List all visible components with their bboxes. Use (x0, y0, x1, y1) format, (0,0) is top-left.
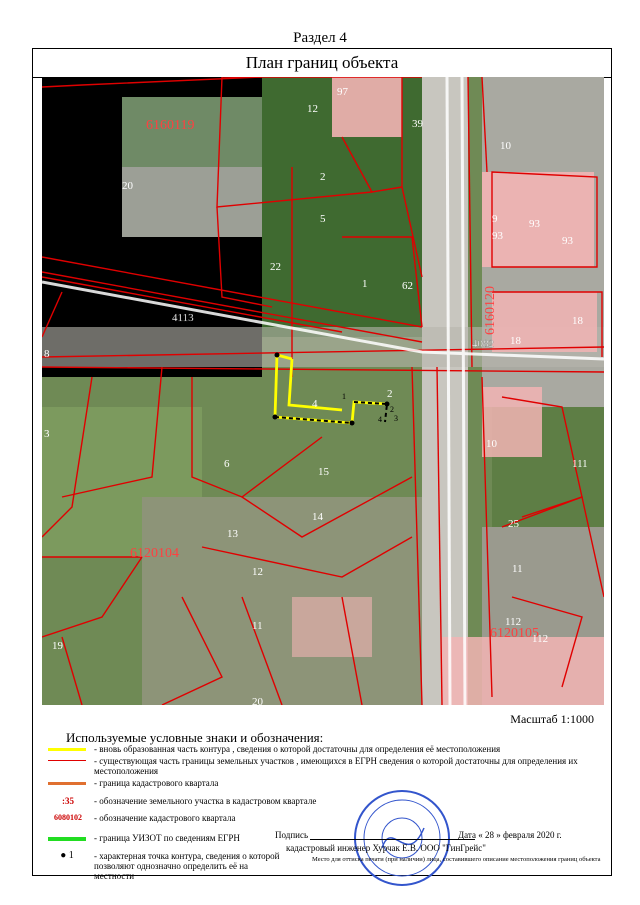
block-label: 6120105 (490, 626, 539, 641)
map-view[interactable] (42, 77, 604, 705)
parcel-label: 19 (52, 640, 63, 652)
parcel-label: 3 (44, 428, 50, 440)
parcel-label: 9 (492, 213, 498, 225)
parcel-label: 10 (486, 438, 497, 450)
point-dot-icon: ● (60, 850, 67, 861)
point-label: 4 (378, 415, 382, 424)
parcel-label: 13 (227, 528, 238, 540)
parcel-label: 93 (492, 230, 503, 242)
parcel-label: 10 (500, 140, 511, 152)
road-label: 4113 (172, 312, 194, 324)
parcel-label: 25 (508, 518, 519, 530)
parcel-label: 12 (307, 103, 318, 115)
signature-date: Дата « 28 » февраля 2020 г. (458, 830, 562, 840)
block-label: 6160119 (146, 118, 195, 133)
engineer-name: кадастровый инженер Хурчак Е.В. ООО "ГинГрейс" (286, 843, 486, 853)
building (292, 597, 372, 657)
block-label: 6120104 (130, 546, 179, 561)
parcel-label: 1 (362, 278, 368, 290)
parcel-label: 5 (320, 213, 326, 225)
parcel-label: 18 (572, 315, 583, 327)
parcel-label: 4 (312, 398, 318, 410)
map-scale: Масштаб 1:1000 (510, 712, 594, 726)
parcel-label: 15 (318, 466, 329, 478)
parcel-label: 12 (252, 566, 263, 578)
parcel-label: 111 (572, 458, 588, 470)
parcel-label: 20 (122, 180, 133, 192)
parcel-label: 6 (224, 458, 230, 470)
green-line-icon (48, 837, 86, 841)
parcel-label: 2 (320, 171, 326, 183)
block-label: 6160120 (483, 286, 498, 335)
parcel-label: 62 (402, 280, 413, 292)
section-title: Раздел 4 (293, 30, 347, 46)
parcel-label: 18 (510, 335, 521, 347)
plan-title: План границ объекта (33, 49, 611, 78)
stamp-place-note: Место для оттиска печати (при наличии) лица, составившего описание местоположения границ объекта (312, 856, 601, 863)
parcel-label: 112 (505, 616, 522, 628)
parcel-label: 112 (532, 633, 549, 645)
parcel-label: 8 (44, 348, 50, 360)
parcel-label: 11 (252, 620, 263, 632)
signature-line (310, 830, 475, 840)
point-label: 3 (394, 414, 398, 423)
legend-title: Используемые условные знаки и обозначения: (66, 730, 324, 745)
parcel-label: 39 (412, 118, 423, 130)
point-label: 2 (390, 405, 394, 414)
yellow-line-icon (48, 748, 86, 751)
parcel-label: 93 (529, 218, 540, 230)
signature-field: Подпись (275, 830, 475, 840)
parcel-label: 22 (270, 261, 281, 273)
red-line-icon (48, 760, 86, 761)
parcel-label: 11 (512, 563, 523, 575)
parcel-label: 20 (252, 696, 263, 705)
parcel-label: 2 (387, 388, 393, 400)
parcel-label: 97 (337, 86, 348, 98)
parcel-label: 14 (312, 511, 323, 523)
orange-line-icon (48, 782, 86, 785)
point-label: 1 (342, 392, 346, 401)
parcel-label: 93 (562, 235, 573, 247)
road-label: 4082 (472, 338, 494, 350)
